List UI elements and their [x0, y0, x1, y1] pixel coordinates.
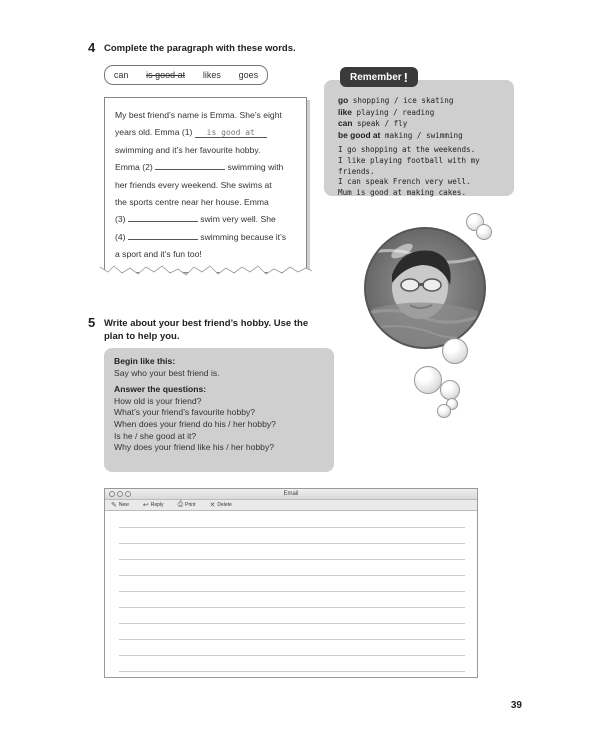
remember-content: [338, 95, 510, 198]
writing-line: [119, 639, 465, 640]
rule-line: can speak / fly: [338, 118, 408, 129]
plan-question: Is he / she good at it?: [114, 430, 197, 441]
paragraph-line: [115, 211, 301, 228]
exercise-5-title-line: Write about your best friend’s hobby. Use the: [104, 318, 309, 329]
reply-button[interactable]: ↩ Reply: [142, 502, 164, 509]
writing-line: [119, 623, 465, 624]
print-icon: ⎙: [177, 501, 184, 508]
writing-plan-panel: [104, 348, 334, 472]
delete-icon: ✕: [209, 502, 216, 509]
writing-line: [119, 671, 465, 672]
plan-heading: Answer the questions:: [114, 384, 207, 395]
word-goes: goes: [238, 70, 259, 80]
remember-label: Remember: [349, 71, 402, 83]
writing-line: [119, 607, 465, 608]
remember-tag: [340, 67, 418, 87]
page-number: 39: [510, 700, 522, 711]
rule-line: be good at making / swimming: [338, 129, 463, 140]
example-line: I can speak French very well.: [338, 177, 471, 187]
paragraph-line: My best friend’s name is Emma. She’s eight: [115, 110, 282, 120]
example-line: I like playing football with my friends.: [338, 155, 480, 176]
paragraph-text: swim very well. She: [200, 214, 276, 225]
exercise-4-number: 4: [88, 40, 96, 55]
bubble-decoration: [440, 380, 460, 400]
word-box: [104, 65, 268, 85]
paragraph-line: her friends every weekend. She swims at: [115, 179, 272, 190]
new-icon: ✎: [111, 502, 117, 509]
plan-question: Why does your friend like his / her hobby?: [114, 442, 275, 453]
paragraph-line: [115, 159, 301, 176]
print-button[interactable]: ⎙ Print: [177, 501, 196, 508]
word-can: can: [113, 70, 129, 80]
plan-heading: Begin like this:: [114, 356, 176, 366]
minimize-window-button[interactable]: [117, 491, 123, 497]
plan-question: When does your friend do his / her hobby?: [114, 418, 276, 429]
paragraph-note: [104, 97, 307, 273]
email-title: Email: [283, 491, 299, 497]
plan-question: What’s your friend’s favourite hobby?: [114, 407, 256, 418]
reply-icon: ↩: [142, 502, 149, 509]
plan-question: How old is your friend?: [114, 395, 202, 406]
bubble-decoration: [414, 366, 442, 394]
paragraph-text: swimming with: [227, 162, 284, 173]
email-toolbar: [105, 500, 477, 511]
paragraph-line: [115, 229, 301, 246]
bubble-decoration: [442, 338, 468, 364]
new-button[interactable]: ✎ New: [111, 502, 129, 509]
exercise-5-title-line: plan to help you.: [104, 331, 180, 342]
answer-3-field[interactable]: [128, 213, 198, 222]
example-line: I go shopping at the weekends.: [338, 145, 476, 155]
writing-line: [119, 543, 465, 544]
writing-line: [119, 591, 465, 592]
email-window: [104, 488, 478, 678]
swimmer-photo: [362, 225, 488, 351]
email-title-bar: [105, 489, 477, 500]
rule-line: like playing / reading: [338, 106, 435, 117]
writing-line: [119, 575, 465, 576]
example-line: Mum is good at making cakes.: [338, 187, 467, 197]
answer-4-field[interactable]: [128, 231, 198, 240]
paragraph-text: Emma (2): [115, 162, 153, 173]
zoom-window-button[interactable]: [125, 491, 131, 497]
bubble-decoration: [476, 224, 492, 240]
paragraph-line: a sport and it’s fun too!: [115, 249, 202, 260]
exercise-5-number: 5: [88, 315, 96, 330]
exercise-5-title: [104, 317, 308, 343]
writing-line: [119, 527, 465, 528]
paragraph-text: swimming because it’s: [200, 231, 287, 242]
rule-line: go shopping / ice skating: [338, 95, 454, 105]
torn-paper-edge: [100, 263, 312, 279]
email-writing-area[interactable]: [105, 511, 477, 677]
paragraph-text: years old. Emma (1): [115, 127, 193, 138]
plan-text: Say who your best friend is.: [114, 367, 220, 378]
answer-1-field[interactable]: is good at: [195, 128, 267, 138]
word-likes: likes: [202, 70, 221, 80]
paragraph-text: (3): [115, 214, 126, 225]
delete-button[interactable]: ✕ Delete: [209, 502, 232, 509]
paragraph-line: [115, 124, 301, 141]
paragraph-line: swimming and it’s her favourite hobby.: [115, 144, 261, 155]
bubble-decoration: [437, 404, 451, 418]
paragraph-line: the sports centre near her house. Emma: [115, 196, 269, 207]
word-is-good-at: is good at: [146, 70, 186, 80]
answer-2-field[interactable]: [155, 161, 225, 170]
paragraph-text: (4): [115, 231, 126, 242]
exercise-4-title: Complete the paragraph with these words.: [104, 43, 296, 54]
close-window-button[interactable]: [109, 491, 115, 497]
writing-line: [119, 559, 465, 560]
writing-line: [119, 655, 465, 656]
exclamation-icon: !: [403, 69, 409, 85]
